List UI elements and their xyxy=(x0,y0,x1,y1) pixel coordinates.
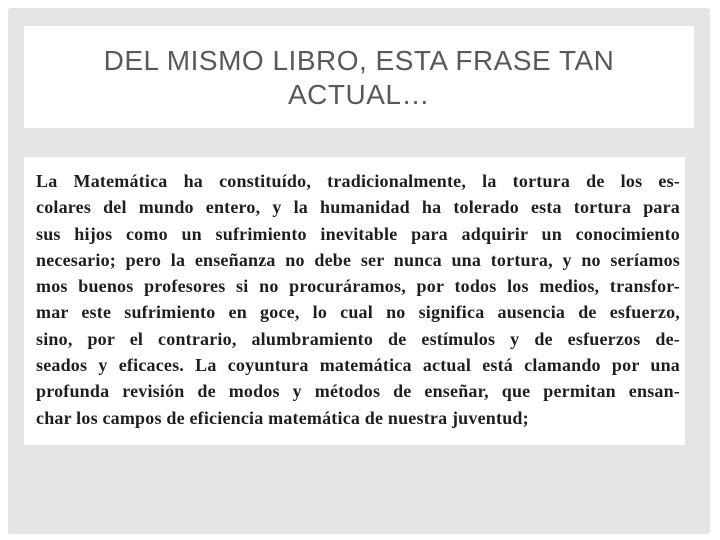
scanned-text-line: mos buenos profesores si no procuráramos, por todos los medios, transfor- xyxy=(36,276,680,297)
scanned-text-line: La Matemática ha constituído, tradicionalmente, la tortura de los es- xyxy=(36,171,680,191)
scanned-text-line: seados y eficaces. La coyuntura matemática actual está clamando por una xyxy=(36,355,680,376)
title-box xyxy=(24,26,694,128)
slide xyxy=(8,8,710,534)
scanned-text-paragraph xyxy=(36,168,680,431)
scanned-text-line: sino, por el contrario, alumbramiento de estímulos y de esfuerzos de- xyxy=(36,328,680,349)
scanned-text-line: necesario; pero la enseñanza no debe ser nunca una tortura, y no seríamos xyxy=(36,249,680,270)
scanned-text-line: colares del mundo entero, y la humanidad ha tolerado esta tortura para xyxy=(36,197,680,218)
slide-title-line-2: ACTUAL… xyxy=(288,79,430,110)
scanned-text-line: sus hijos como un sufrimiento inevitable para adquirir un conocimiento xyxy=(36,223,680,244)
slide-title-line-1: DEL MISMO LIBRO, ESTA FRASE TAN xyxy=(103,45,615,76)
scanned-text-line: char los campos de eficiencia matemática de nuestra juventud; xyxy=(36,407,529,428)
scanned-text-line: mar este sufrimiento en goce, lo cual no significa ausencia de esfuerzo, xyxy=(36,302,680,323)
scanned-text-image xyxy=(24,157,685,445)
scanned-text-line: profunda revisión de modos y métodos de enseñar, que permitan ensan- xyxy=(36,381,680,402)
slide-title xyxy=(104,42,615,112)
